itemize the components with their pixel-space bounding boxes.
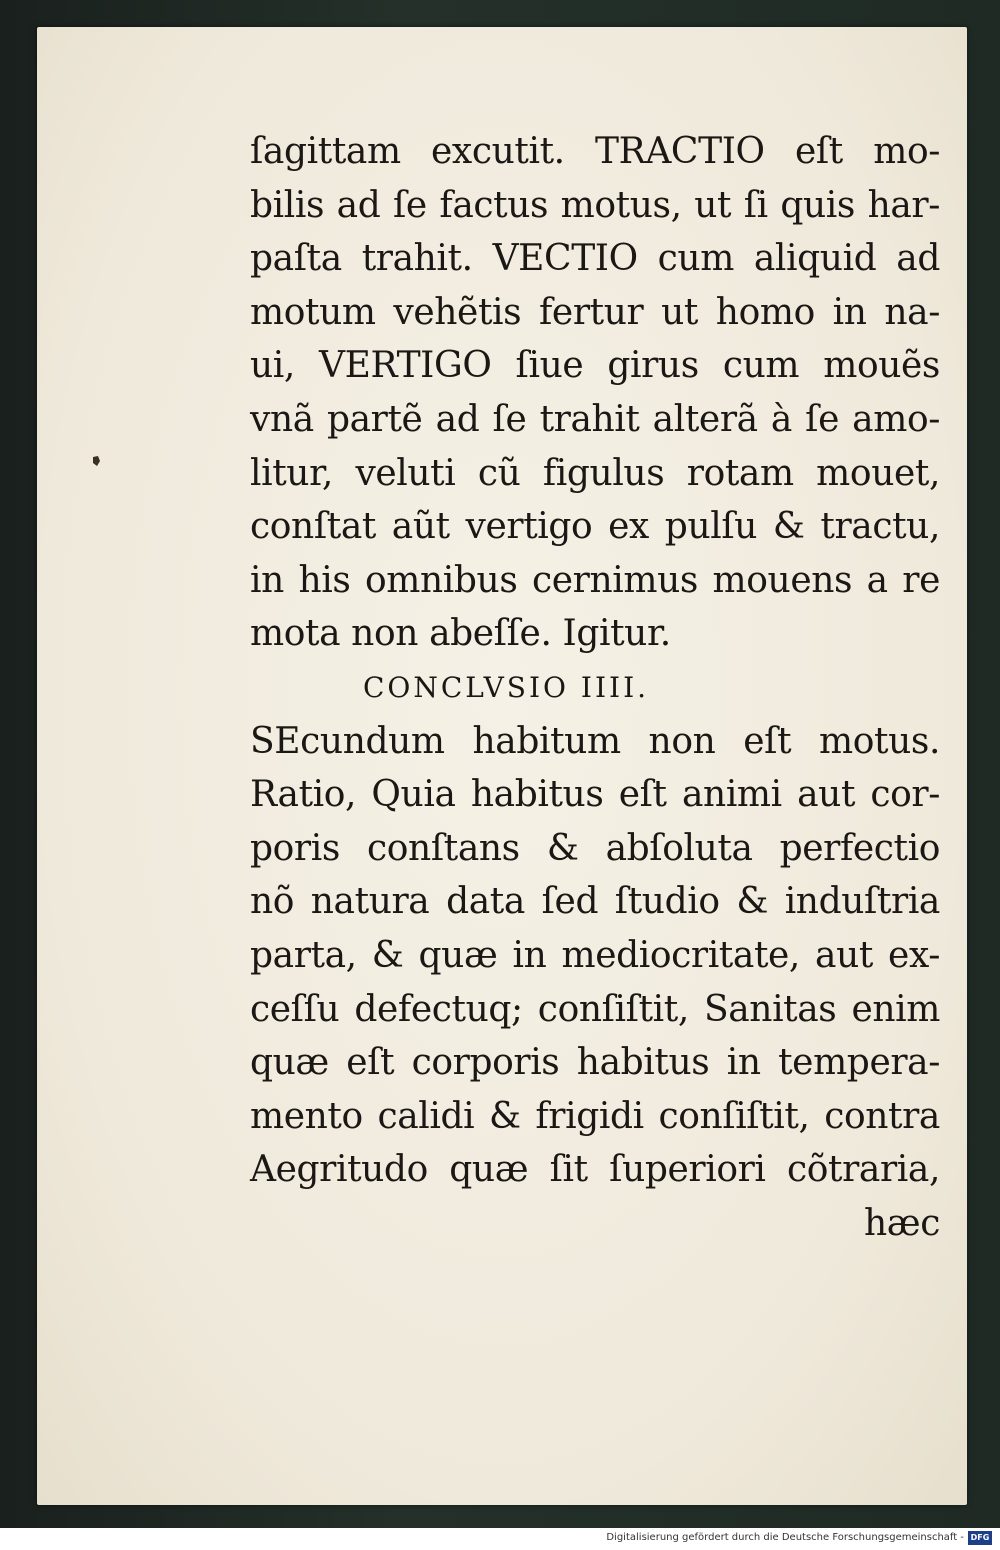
text-line: poris conſtans & abſoluta perfectio <box>250 827 940 869</box>
digitization-footer <box>0 1528 1000 1550</box>
ink-speck-mark <box>91 455 101 467</box>
text-line: litur, veluti cũ figulus rotam mouet, <box>250 452 940 494</box>
text-line: Ratio, Quia habitus eſt animi aut cor- <box>250 774 940 816</box>
text-line: Aegritudo quæ ſit ſuperiori cõtraria, <box>250 1149 940 1191</box>
text-line: conſtat aũt vertigo ex pulſu & tractu, <box>250 506 940 548</box>
text-line: ſagittam excutit. TRACTIO eſt mo- <box>250 131 940 172</box>
page-text-block <box>250 125 940 1250</box>
dfg-logo-icon: DFG <box>968 1531 992 1545</box>
text-line: motum vehẽtis fertur ut homo in na- <box>250 291 940 333</box>
text-line: mota non abeſſe. Igitur. <box>250 613 671 655</box>
text-line: mento calidi & frigidi conſiſtit, contra <box>250 1095 940 1137</box>
text-line: in his omnibus cernimus mouens a re <box>250 559 940 601</box>
text-line: vnã partẽ ad ſe trahit alterã à ſe amo- <box>250 398 940 440</box>
text-line: parta, & quæ in mediocritate, aut ex- <box>250 934 940 976</box>
section-heading: CONCLVSIO IIII. <box>363 670 650 704</box>
text-line: SEcundum habitum non eſt motus. <box>250 720 940 762</box>
text-line: ui, VERTIGO ſiue girus cum mouẽs <box>250 345 940 387</box>
catchword: hæc <box>864 1202 940 1244</box>
funding-credit-text: Digitalisierung gefördert durch die Deutsche Forschungsgemeinschaft - <box>606 1532 964 1543</box>
text-line: bilis ad ſe factus motus, ut ſi quis har- <box>250 184 940 226</box>
text-line: nõ natura data ſed ſtudio & induſtria <box>250 881 940 923</box>
text-line: ceſſu defectuq; conſiſtit, Sanitas enim <box>250 988 940 1030</box>
text-line: paſta trahit. VECTIO cum aliquid ad <box>250 238 940 280</box>
text-line: quæ eſt corporis habitus in tempera- <box>250 1042 940 1084</box>
